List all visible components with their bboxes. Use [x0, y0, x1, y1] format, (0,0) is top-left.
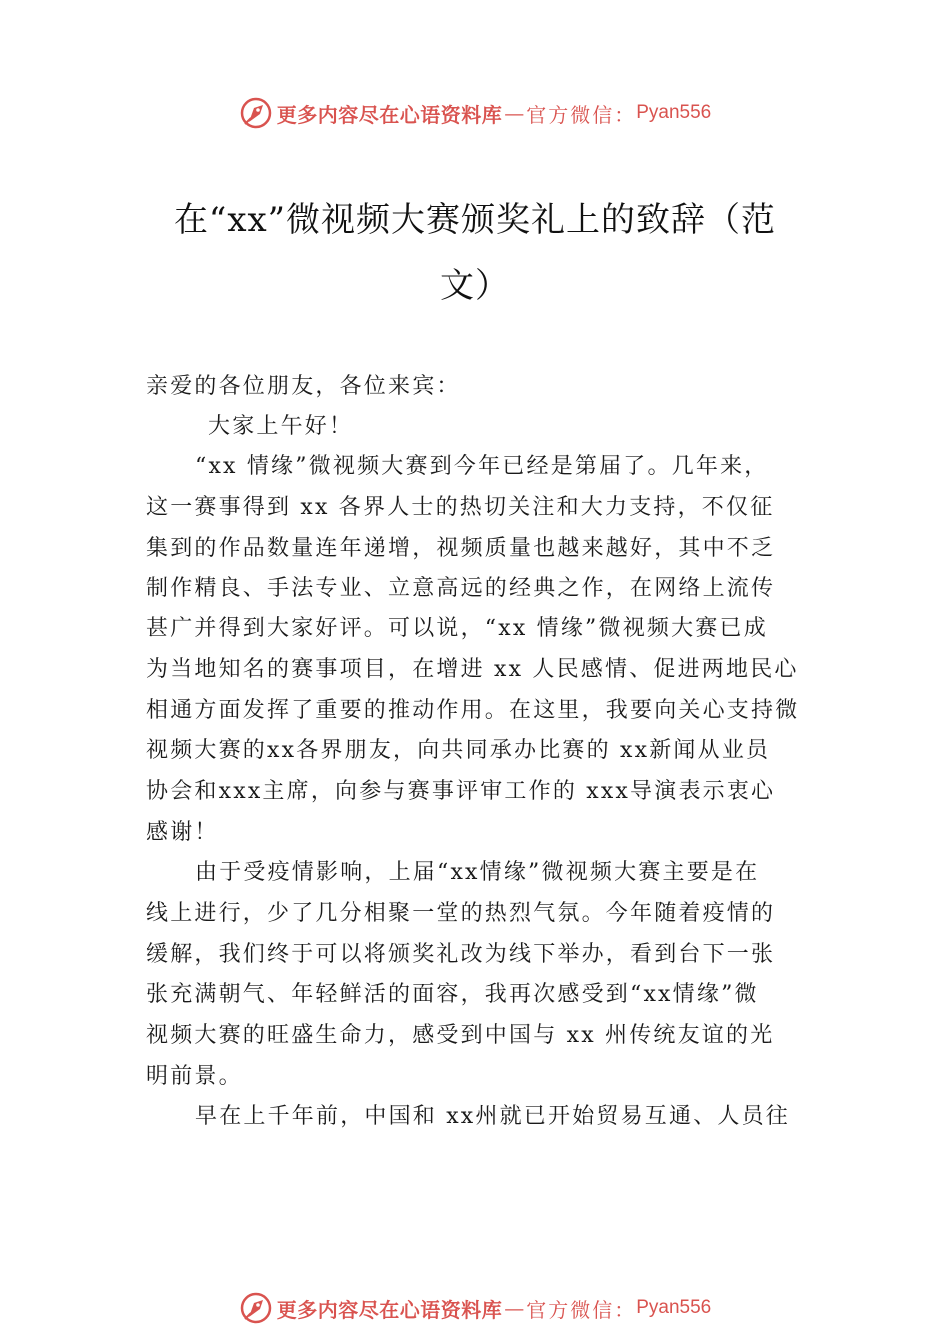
salutation-line: 亲爱的各位朋友，各位来宾：	[146, 374, 461, 399]
body-text-line: 视频大赛的旺盛生命力，感受到中国与 xx 州传统友谊的光	[146, 1023, 775, 1048]
greeting-line: 大家上午好！	[208, 414, 354, 439]
body-text-line: 视频大赛的xx各界朋友，向共同承办比赛的 xx新闻从业员	[146, 738, 771, 763]
watermark-brand-text: 更多内容尽在心语资料库	[276, 1297, 503, 1322]
body-text-line: 这一赛事得到 xx 各界人士的热切关注和大力支持，不仅征	[146, 495, 775, 520]
body-text-line: 缓解，我们终于可以将颁奖礼改为线下举办，看到台下一张	[146, 942, 776, 967]
document-title-line-1: 在“xx”微视频大赛颁奖礼上的致辞（范	[173, 200, 777, 240]
body-text-line: 早在上千年前，中国和 xx州就已开始贸易互通、人员往	[195, 1104, 791, 1129]
watermark-footer	[0, 1288, 950, 1328]
body-text-line: 线上进行，少了几分相聚一堂的热烈气氛。今年随着疫情的	[146, 901, 776, 926]
watermark-wechat-id: Pyan556	[636, 1297, 712, 1318]
watermark-separator: —	[504, 101, 525, 125]
watermark-header	[0, 93, 950, 133]
document-title-line-2: 文）	[440, 266, 510, 306]
body-text-line: 明前景。	[146, 1064, 243, 1089]
body-text-line: 由于受疫情影响，上届“xx情缘”微视频大赛主要是在	[195, 860, 760, 885]
watermark-separator: —	[504, 1296, 525, 1320]
pen-nib-logo-icon	[239, 96, 273, 130]
body-text-line: “xx 情缘”微视频大赛到今年已经是第届了。几年来，	[195, 454, 769, 479]
body-text-line: 感谢！	[146, 820, 219, 845]
body-text-line: 相通方面发挥了重要的推动作用。在这里，我要向关心支持微	[146, 698, 800, 723]
watermark-wechat-id: Pyan556	[636, 102, 712, 123]
body-text-line: 集到的作品数量连年递增，视频质量也越来越好，其中不乏	[146, 536, 776, 561]
watermark-label: 官方微信：	[526, 1297, 637, 1322]
watermark-brand-text: 更多内容尽在心语资料库	[276, 102, 503, 127]
body-text-line: 张充满朝气、年轻鲜活的面容，我再次感受到“xx情缘”微	[146, 982, 759, 1007]
pen-nib-logo-icon	[239, 1291, 273, 1325]
body-text-line: 制作精良、手法专业、立意高远的经典之作，在网络上流传	[146, 576, 776, 601]
body-text-line: 协会和xxx主席，向参与赛事评审工作的 xxx导演表示衷心	[146, 779, 776, 804]
body-text-line: 为当地知名的赛事项目，在增进 xx 人民感情、促进两地民心	[146, 657, 799, 682]
watermark-label: 官方微信：	[526, 102, 637, 127]
body-text-line: 甚广并得到大家好评。可以说，“xx 情缘”微视频大赛已成	[146, 616, 768, 641]
